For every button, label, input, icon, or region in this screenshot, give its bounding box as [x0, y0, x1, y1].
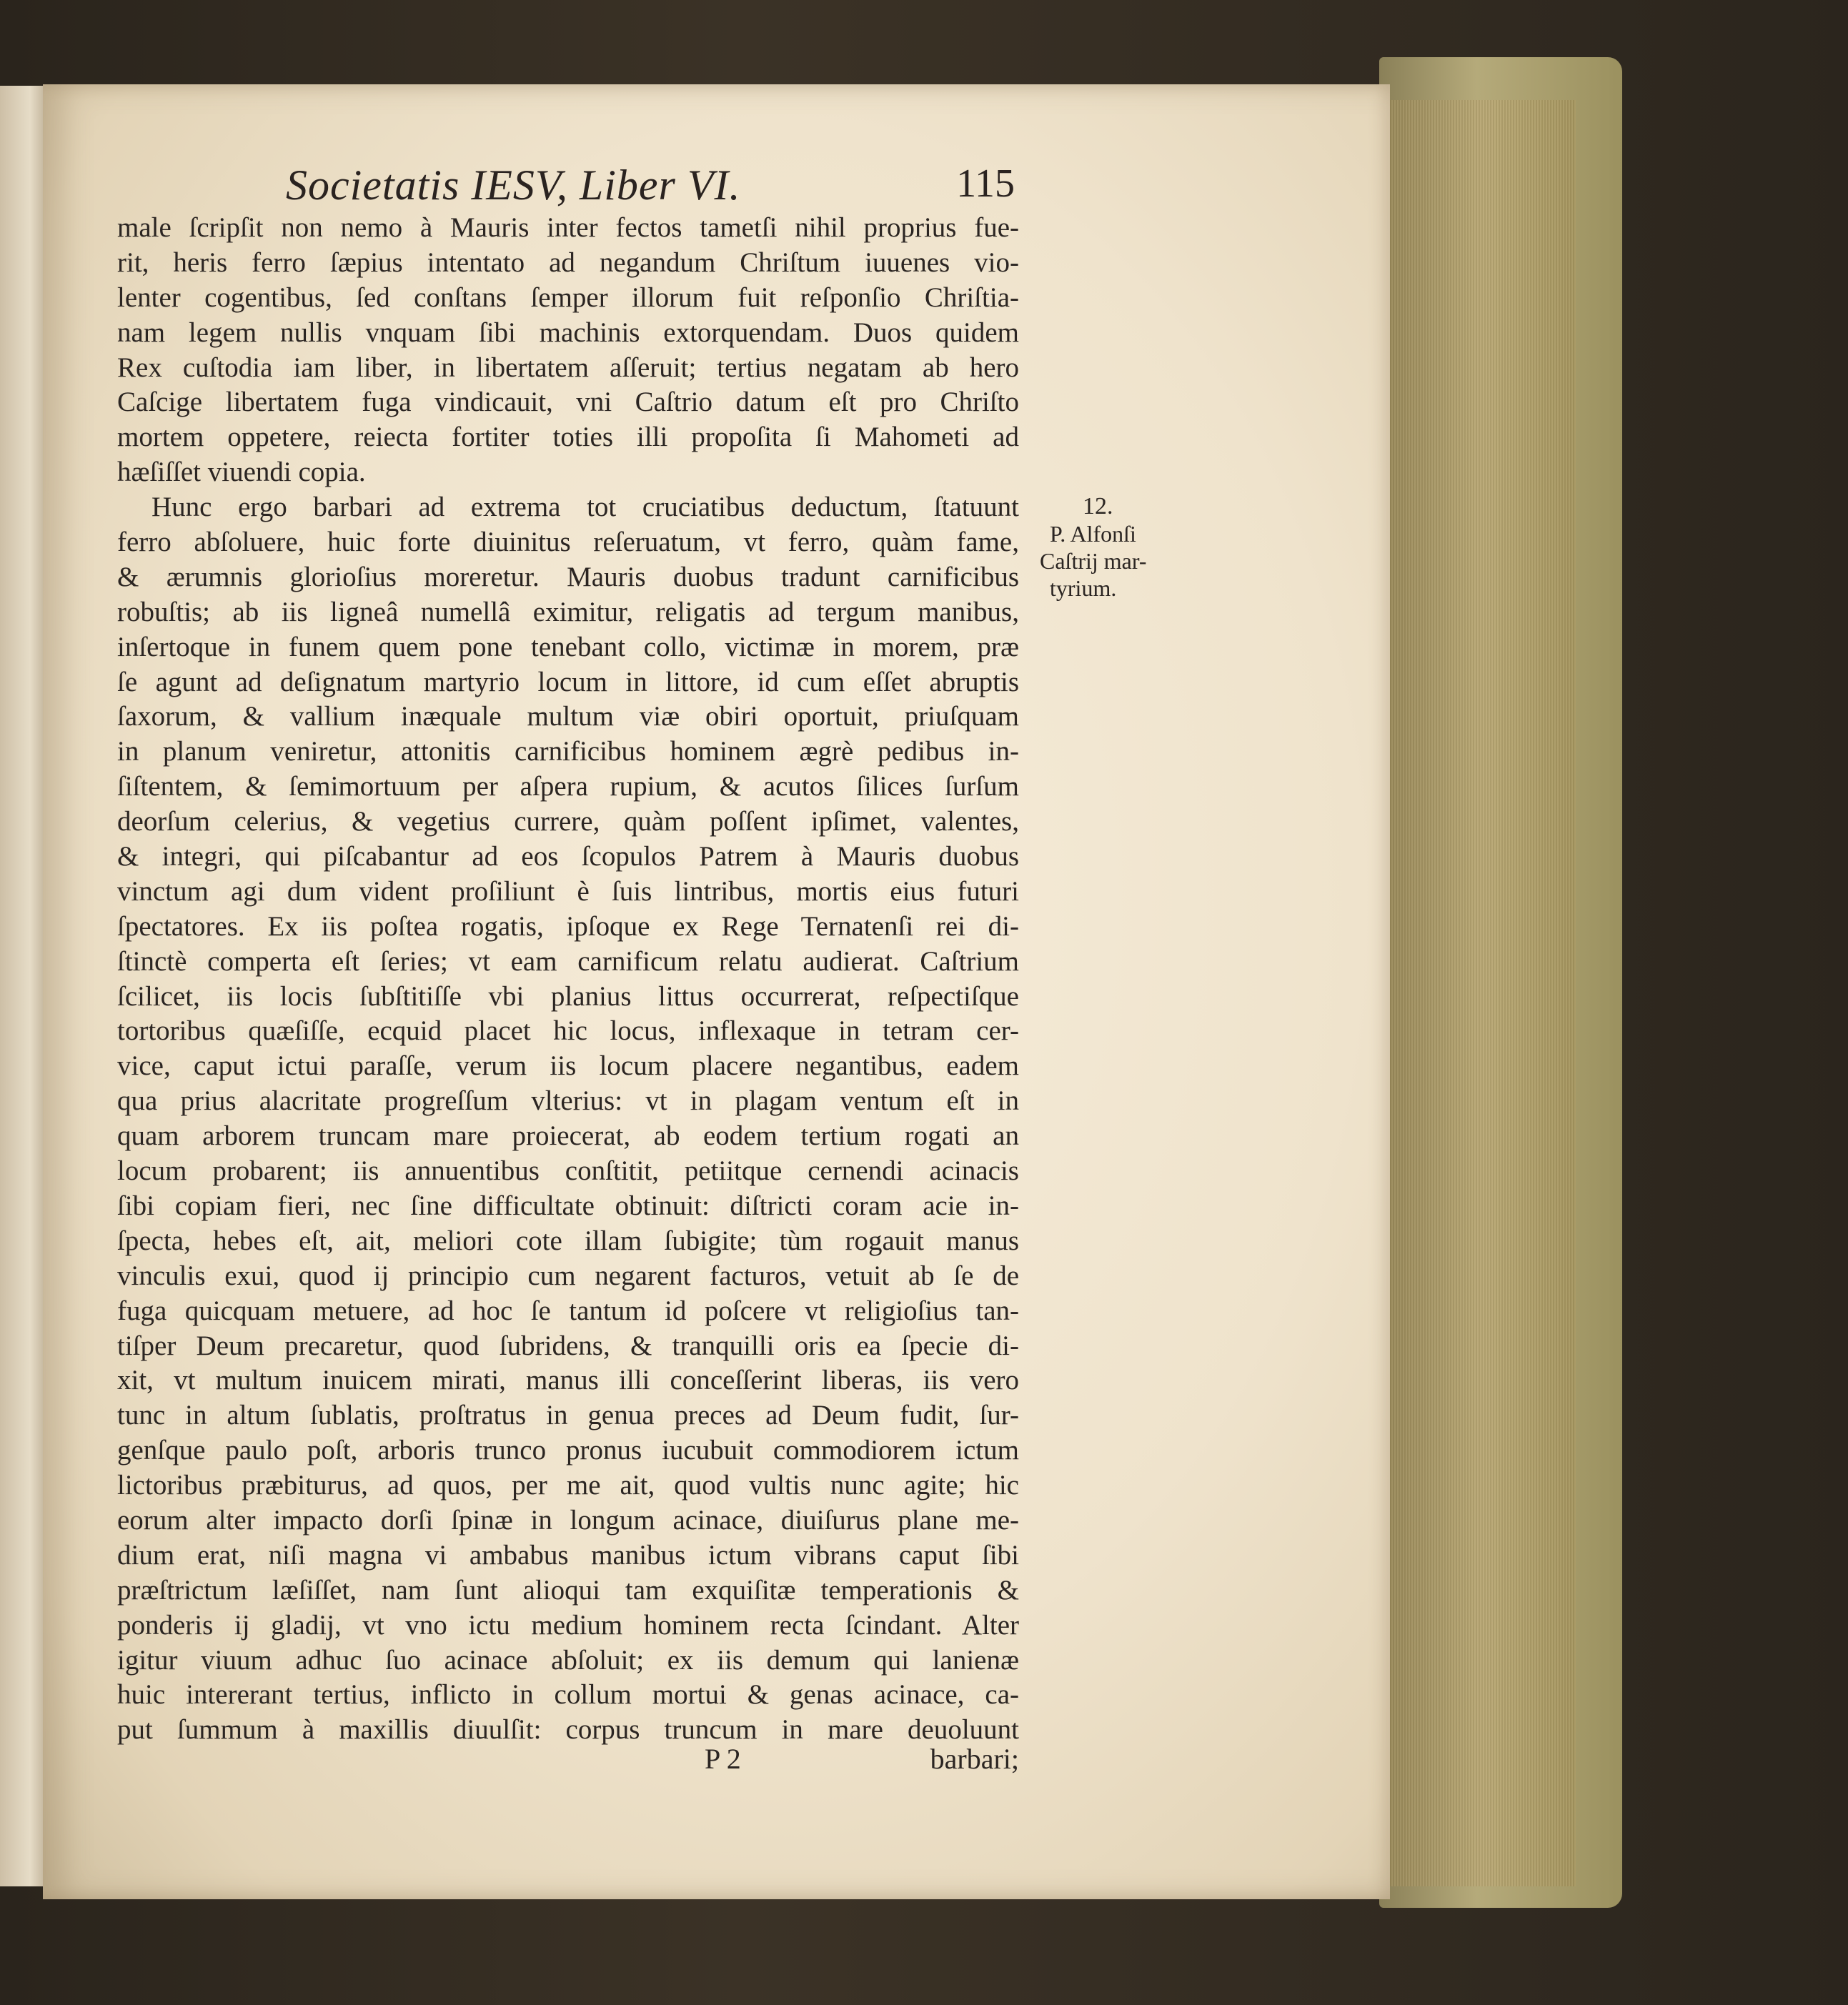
page-footer — [117, 1742, 1019, 1778]
text-line: ponderis ij gladij, vt vno ictu medium hominem recta ſcindant. Alter — [117, 1609, 1019, 1641]
text-line: dium erat, niſi magna vi ambabus manibus ictum vibrans caput ſibi — [117, 1539, 1019, 1571]
text-line: vinctum agi dum vident proſiliunt è ſuis lintribus, mortis eius futuri — [117, 875, 1019, 907]
text-line: rit, heris ferro ſæpius intentato ad negandum Chriſtum iuuenes vio- — [117, 247, 1019, 278]
text-line: huic intererant tertius, inflicto in collum mortui & genas acinace, ca- — [117, 1679, 1019, 1711]
margin-note — [1040, 493, 1183, 602]
text-line: Caſcige libertatem fuga vindicauit, vni Caſtrio datum eſt pro Chriſto — [117, 387, 1019, 418]
text-line: lenter cogentibus, ſed conſtans ſemper illorum fuit reſponſio Chriſtia- — [117, 282, 1019, 313]
text-line: male ſcripſit non nemo à Mauris inter fectos tametſi nihil proprius fue- — [117, 212, 1019, 243]
margin-note-line: P. Alfonſi — [1050, 521, 1136, 547]
text-line: lictoribus præbiturus, ad quos, per me ait, quod vultis nunc agite; hic — [117, 1470, 1019, 1501]
text-line: vinculis exui, quod ij principio cum negarent facturos, vetuit ab ſe de — [117, 1260, 1019, 1291]
text-line: ſe agunt ad deſignatum martyrio locum in littore, id cum eſſet abruptis — [117, 666, 1019, 697]
text-line: xit, vt multum inuicem mirati, manus illi conceſſerint liberas, iis vero — [117, 1365, 1019, 1396]
text-line: hæſiſſet viuendi copia. — [117, 457, 366, 488]
text-line: robuſtis; ab iis ligneâ numellâ eximitur, religatis ad tergum manibus, — [117, 596, 1019, 627]
text-line: tortoribus quæſiſſe, ecquid placet hic locus, inflexaque in tetram cer- — [117, 1015, 1019, 1047]
text-line: fuga quicquam metuere, ad hoc ſe tantum id poſcere vt religioſius tan- — [117, 1295, 1019, 1326]
page-number: 115 — [956, 161, 1015, 206]
text-line: ſtinctè comperta eſt ſeries; vt eam carnificum relatu audierat. Caſtrium — [117, 945, 1019, 977]
main-text — [117, 211, 1019, 1748]
text-line: igitur viuum adhuc ſuo acinace abſoluit; ex iis demum qui lanienæ — [117, 1644, 1019, 1676]
text-line: put ſummum à maxillis diuulſit: corpus truncum in mare deuoluunt — [117, 1714, 1019, 1746]
text-line: ferro abſoluere, huic forte diuinitus reſeruatum, vt ferro, quàm fame, — [117, 527, 1019, 558]
text-line: locum probarent; iis annuentibus conſtitit, petiitque cernendi acinacis — [117, 1155, 1019, 1187]
text-line: Hunc ergo barbari ad extrema tot cruciatibus deductum, ſtatuunt — [151, 492, 1019, 523]
text-line: ſaxorum, & vallium inæquale multum viæ obiri oportuit, priuſquam — [117, 701, 1019, 732]
text-line: quam arborem truncam mare proiecerat, ab eodem tertium rogati an — [117, 1120, 1019, 1152]
page-fore-edge — [1390, 100, 1576, 1886]
catchword: barbari; — [930, 1743, 1019, 1775]
text-line: genſque paulo poſt, arboris trunco pronus iucubuit commodiorem ictum — [117, 1435, 1019, 1466]
text-line: mortem oppetere, reiecta fortiter toties illi propoſita ſi Mahometi ad — [117, 422, 1019, 453]
text-line: inſertoque in funem quem pone tenebant collo, victimæ in morem, præ — [117, 631, 1019, 662]
text-line: tunc in altum ſublatis, proſtratus in genua preces ad Deum fudit, ſur- — [117, 1400, 1019, 1431]
signature-mark: P 2 — [705, 1743, 741, 1775]
margin-note-line: Caſtrij mar- — [1040, 548, 1147, 574]
text-line: vice, caput ictui paraſſe, verum iis locum placere negantibus, eadem — [117, 1050, 1019, 1082]
text-line: præſtrictum læſiſſet, nam ſunt alioqui tam exquiſitæ temperationis & — [117, 1574, 1019, 1606]
text-line: in planum veniretur, attonitis carnificibus hominem ægrè pedibus in- — [117, 736, 1019, 767]
text-line: ſpecta, hebes eſt, ait, meliori cote illam ſubigite; tùm rogauit manus — [117, 1225, 1019, 1256]
text-line: ſibi copiam fieri, nec ſine difficultate obtinuit: diſtricti coram acie in- — [117, 1190, 1019, 1221]
text-line: deorſum celerius, & vegetius currere, quàm poſſent ipſimet, valentes, — [117, 806, 1019, 837]
text-line: & ærumnis glorioſius moreretur. Mauris duobus tradunt carnificibus — [117, 561, 1019, 592]
running-title: Societatis IESV, Liber VI. — [286, 161, 741, 209]
text-line: tiſper Deum precaretur, quod ſubridens, & tranquilli oris ea ſpecie di- — [117, 1330, 1019, 1361]
page-header — [286, 161, 1015, 211]
text-line: eorum alter impacto dorſi ſpinæ in longum acinace, diuiſurus plane me- — [117, 1504, 1019, 1536]
text-line: Rex cuſtodia iam liber, in libertatem aſſeruit; tertius negatam ab hero — [117, 352, 1019, 383]
text-line: & integri, qui piſcabantur ad eos ſcopulos Patrem à Mauris duobus — [117, 841, 1019, 872]
margin-note-line: tyrium. — [1050, 575, 1117, 601]
text-line: ſpectatores. Ex iis poſtea rogatis, ipſoque ex Rege Ternatenſi rei di- — [117, 910, 1019, 942]
text-line: ſcilicet, iis locis ſubſtitiſſe vbi planius littus occurrerat, reſpectiſque — [117, 980, 1019, 1012]
text-line: ſiſtentem, & ſemimortuum per aſpera rupium, & acutos ſilices ſurſum — [117, 771, 1019, 802]
margin-note-number: 12. — [1083, 493, 1113, 519]
text-line: nam legem nullis vnquam ſibi machinis extorquendam. Duos quidem — [117, 317, 1019, 348]
text-line: qua prius alacritate progreſſum vlterius: vt in plagam ventum eſt in — [117, 1085, 1019, 1117]
